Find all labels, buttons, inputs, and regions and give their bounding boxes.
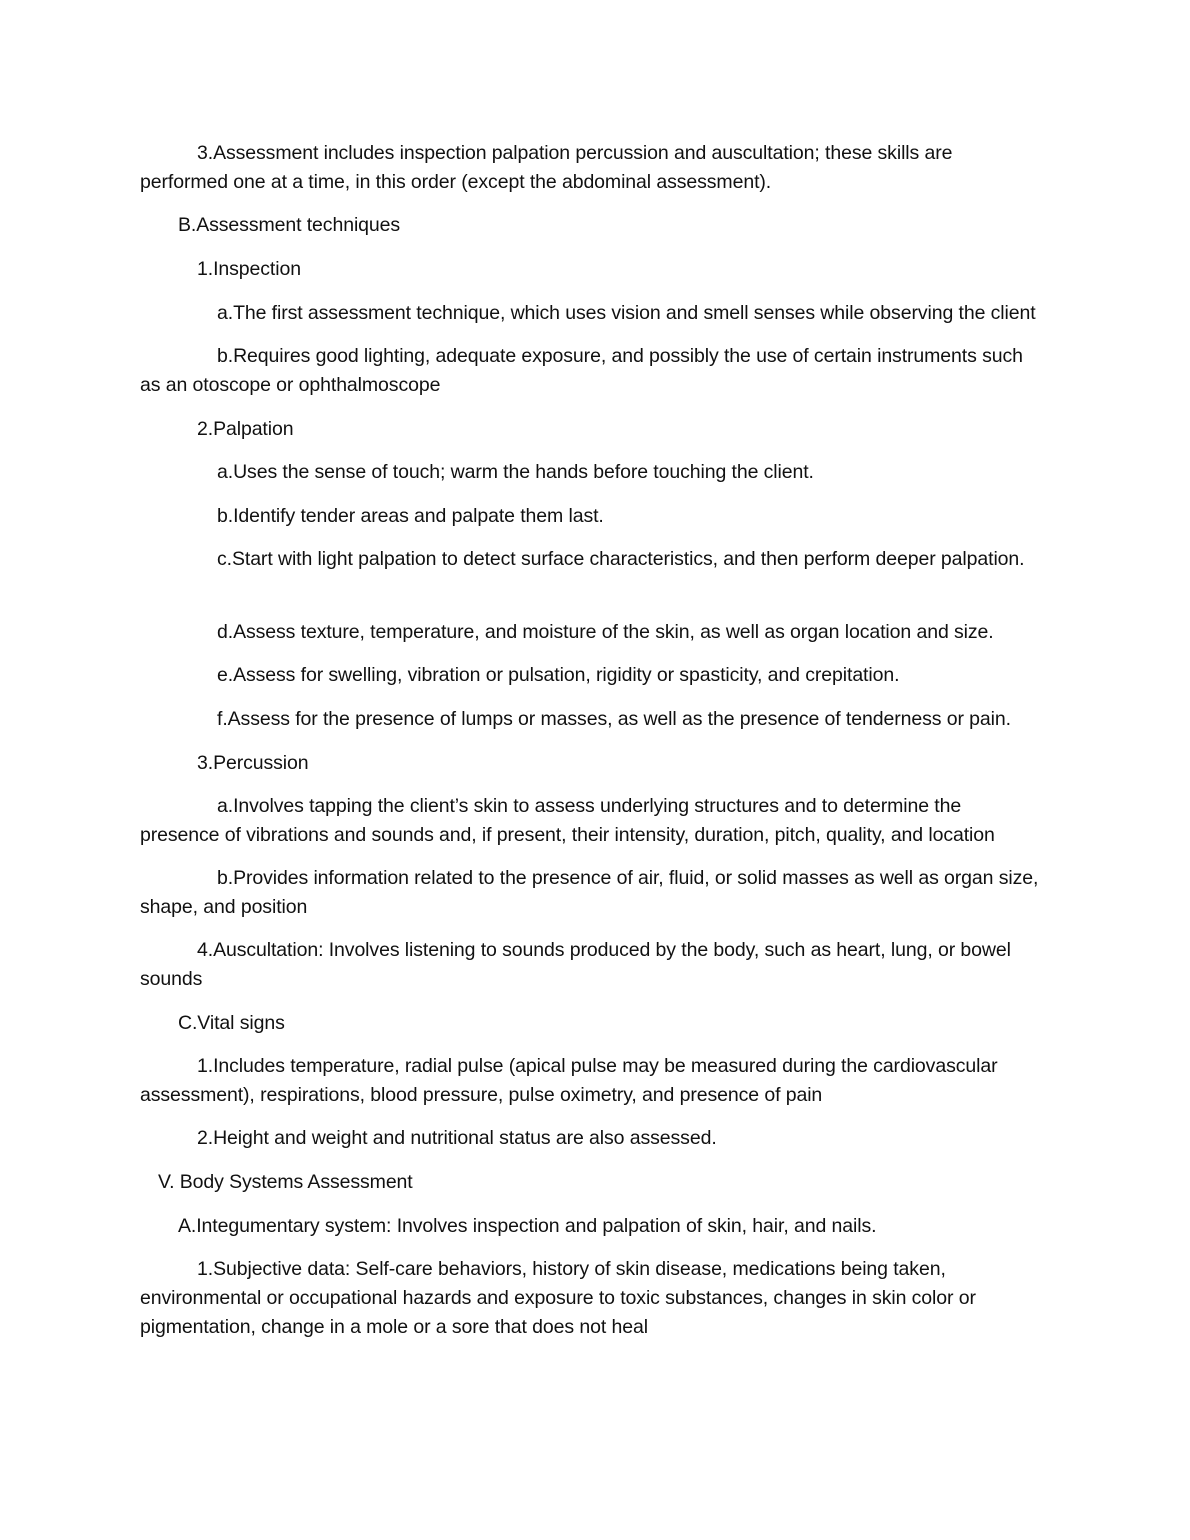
list-item-vital-signs-1: 1.Includes temperature, radial pulse (apical pulse may be measured during the cardiovascular assessment), respirations, blood pressure, pulse oximetry, and presence of pain (140, 1055, 998, 1106)
list-item-vital-signs-2: 2.Height and weight and nutritional status are also assessed. (197, 1127, 717, 1149)
list-item-palpation-c: c.Start with light palpation to detect surface characteristics, and then perform deeper palpation. (217, 548, 1025, 570)
heading-percussion: 3.Percussion (197, 752, 309, 774)
heading-assessment-techniques: B.Assessment techniques (178, 214, 401, 236)
heading-inspection: 1.Inspection (197, 258, 301, 280)
list-item-percussion-b: b.Provides information related to the presence of air, fluid, or solid masses as well as organ size, shape, and position (140, 867, 1039, 918)
list-item-palpation-d: d.Assess texture, temperature, and moisture of the skin, as well as organ location and size. (217, 621, 994, 643)
list-item-palpation-a: a.Uses the sense of touch; warm the hands before touching the client. (217, 461, 814, 483)
heading-vital-signs: C.Vital signs (178, 1012, 285, 1034)
paragraph-assessment-order: 3.Assessment includes inspection palpation percussion and auscultation; these skills are performed one at a time, in this order (except the abdominal assessment). (140, 142, 953, 193)
list-item-palpation-b: b.Identify tender areas and palpate them last. (217, 505, 604, 527)
heading-body-systems-assessment: V. Body Systems Assessment (158, 1171, 413, 1193)
list-item-palpation-f: f.Assess for the presence of lumps or masses, as well as the presence of tenderness or pain. (217, 708, 1011, 730)
list-item-palpation-e: e.Assess for swelling, vibration or pulsation, rigidity or spasticity, and crepitation. (217, 664, 900, 686)
heading-palpation: 2.Palpation (197, 418, 294, 440)
heading-integumentary-system: A.Integumentary system: Involves inspection and palpation of skin, hair, and nails. (178, 1215, 877, 1237)
list-item-percussion-a: a.Involves tapping the client’s skin to assess underlying structures and to determine the presence of vibrations and sounds and, if present, their intensity, duration, pitch, quality, and location (140, 795, 995, 846)
list-item-inspection-a: a.The first assessment technique, which uses vision and smell senses while observing the client (217, 302, 1036, 324)
list-item-subjective-data: 1.Subjective data: Self-care behaviors, history of skin disease, medications being taken, environmental or occupational hazards and exposure to toxic substances, changes in skin color or pigmentation, change in a mole or a sore that does not heal (140, 1258, 976, 1338)
list-item-inspection-b: b.Requires good lighting, adequate exposure, and possibly the use of certain instruments such as an otoscope or ophthalmoscope (140, 345, 1023, 396)
paragraph-auscultation: 4.Auscultation: Involves listening to sounds produced by the body, such as heart, lung, or bowel sounds (140, 939, 1011, 990)
